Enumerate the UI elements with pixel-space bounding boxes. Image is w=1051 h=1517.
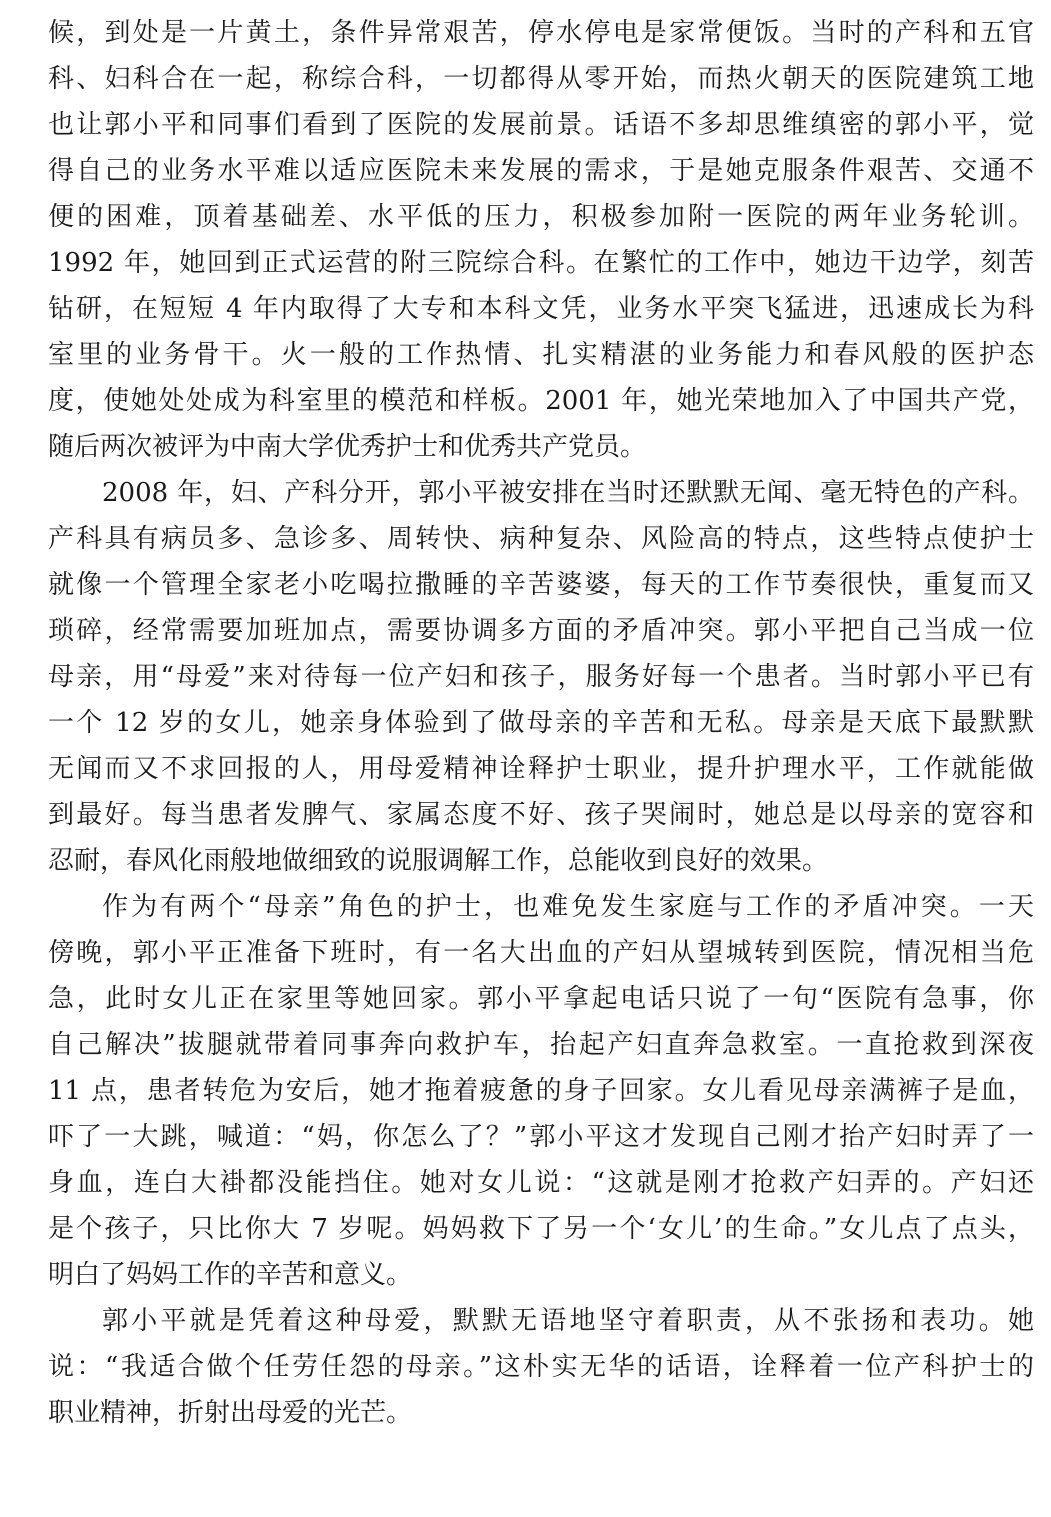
text-line: 便的困难，顶着基础差、水平低的压力，积极参加附一医院的两年业务轮训。 <box>48 202 1034 232</box>
text-line: 度，使她处处成为科室里的模范和样板。2001 年，她光荣地加入了中国共产党， <box>48 386 1034 416</box>
document-page <box>48 10 1034 1436</box>
text-line: 急，此时女儿正在家里等她回家。郭小平拿起电话只说了一句“医院有急事，你 <box>48 984 1034 1014</box>
text-line: 职业精神，折射出母爱的光芒。 <box>48 1398 413 1428</box>
text-line: 郭小平就是凭着这种母爱，默默无语地坚守着职责，从不张扬和表功。她 <box>102 1306 1034 1336</box>
text-line: 得自己的业务水平难以适应医院未来发展的需求，于是她克服条件艰苦、交通不 <box>48 156 1034 186</box>
text-line: 也让郭小平和同事们看到了医院的发展前景。话语不多却思维缜密的郭小平，觉 <box>48 110 1034 140</box>
text-line: 傍晚，郭小平正准备下班时，有一名大出血的产妇从望城转到医院，情况相当危 <box>48 938 1034 968</box>
text-line: 1992 年，她回到正式运营的附三院综合科。在繁忙的工作中，她边干边学，刻苦 <box>48 248 1034 278</box>
paragraph <box>48 10 1034 470</box>
body-text <box>48 10 1034 1436</box>
text-line: 忍耐，春风化雨般地做细致的说服调解工作，总能收到良好的效果。 <box>48 846 829 876</box>
text-line: 吓了一大跳，喊道：“妈，你怎么了？”郭小平这才发现自己刚才抬产妇时弄了一 <box>48 1122 1034 1152</box>
paragraph <box>48 1298 1034 1436</box>
text-line: 到最好。每当患者发脾气、家属态度不好、孩子哭闹时，她总是以母亲的宽容和 <box>48 800 1034 830</box>
text-line: 身血，连白大褂都没能挡住。她对女儿说：“这就是刚才抢救产妇弄的。产妇还 <box>48 1168 1034 1198</box>
text-line: 是个孩子，只比你大 7 岁呢。妈妈救下了另一个‘女儿’的生命。”女儿点了点头， <box>48 1214 1034 1244</box>
text-line: 就像一个管理全家老小吃喝拉撒睡的辛苦婆婆，每天的工作节奏很快，重复而又 <box>48 570 1034 600</box>
text-line: 一个 12 岁的女儿，她亲身体验到了做母亲的辛苦和无私。母亲是天底下最默默 <box>48 708 1034 738</box>
text-line: 钻研，在短短 4 年内取得了大专和本科文凭，业务水平突飞猛进，迅速成长为科 <box>48 294 1034 324</box>
text-line: 明白了妈妈工作的辛苦和意义。 <box>48 1260 413 1290</box>
text-line: 室里的业务骨干。火一般的工作热情、扎实精湛的业务能力和春风般的医护态 <box>48 340 1034 370</box>
text-line: 2008 年，妇、产科分开，郭小平被安排在当时还默默无闻、毫无特色的产科。 <box>102 478 1034 508</box>
text-line: 科、妇科合在一起，称综合科，一切都得从零开始，而热火朝天的医院建筑工地 <box>48 64 1034 94</box>
text-line: 无闻而又不求回报的人，用母爱精神诠释护士职业，提升护理水平，工作就能做 <box>48 754 1034 784</box>
text-line: 琐碎，经常需要加班加点，需要协调多方面的矛盾冲突。郭小平把自己当成一位 <box>48 616 1034 646</box>
text-line: 随后两次被评为中南大学优秀护士和优秀共产党员。 <box>48 432 647 462</box>
text-line: 自己解决”拔腿就带着同事奔向救护车，抬起产妇直奔急救室。一直抢救到深夜 <box>48 1030 1034 1060</box>
paragraph <box>48 884 1034 1298</box>
text-line: 母亲，用“母爱”来对待每一位产妇和孩子，服务好每一个患者。当时郭小平已有 <box>48 662 1034 692</box>
text-line: 11 点，患者转危为安后，她才拖着疲惫的身子回家。女儿看见母亲满裤子是血， <box>48 1076 1034 1106</box>
text-line: 作为有两个“母亲”角色的护士，也难免发生家庭与工作的矛盾冲突。一天 <box>102 892 1034 922</box>
text-line: 产科具有病员多、急诊多、周转快、病种复杂、风险高的特点，这些特点使护士 <box>48 524 1034 554</box>
paragraph <box>48 470 1034 884</box>
text-line: 说：“我适合做个任劳任怨的母亲。”这朴实无华的话语，诠释着一位产科护士的 <box>48 1352 1034 1382</box>
text-line: 候，到处是一片黄土，条件异常艰苦，停水停电是家常便饭。当时的产科和五官 <box>48 18 1034 48</box>
